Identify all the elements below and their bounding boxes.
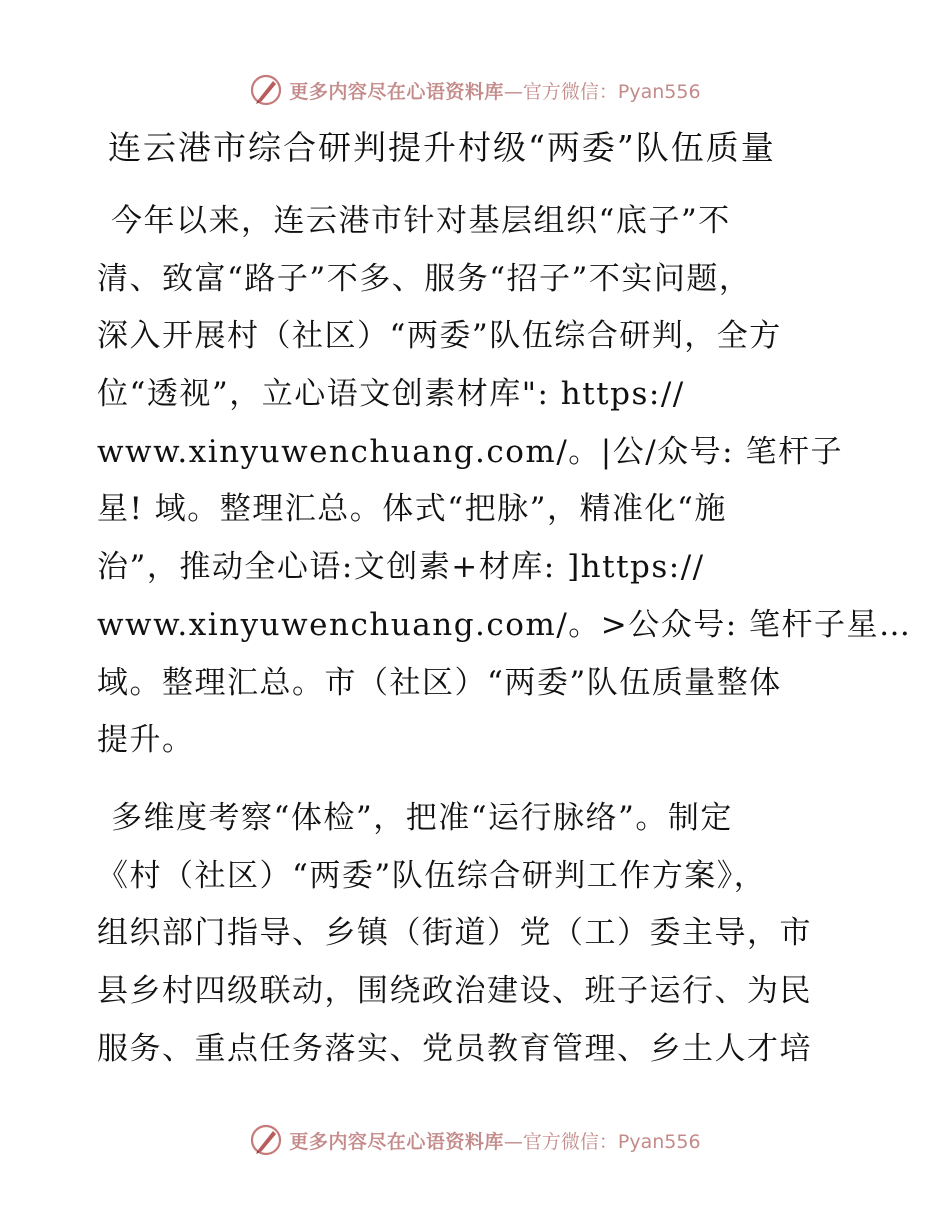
watermark-contact: —官方微信：Pyan556 — [503, 1130, 701, 1153]
text-line: 今年以来，连云港市针对基层组织“底子”不 — [111, 203, 731, 239]
paragraph-1 — [97, 193, 912, 770]
text-line: 提升。 — [97, 722, 195, 759]
text-line: 组织部门指导、乡镇（街道）党（工）委主导，市 — [97, 915, 812, 952]
text-line: 位“透视”，立心语文创素材库": https:// — [97, 376, 685, 413]
page-title: 连云港市综合研判提升村级“两委”队伍质量 — [108, 128, 776, 167]
paragraph-2 — [97, 790, 857, 1078]
text-line: 治”，推动全心语:文创素+材库: ]https:// — [97, 549, 705, 586]
text-line: 服务、重点任务落实、党员教育管理、乡土人才培 — [97, 1030, 812, 1067]
text-line: www.xinyuwenchuang.com/。|公/众号: 笔杆子 — [97, 433, 843, 470]
text-line: 县乡村四级联动，围绕政治建设、班子运行、为民 — [97, 973, 812, 1010]
quill-pen-logo-icon — [249, 73, 283, 107]
watermark-text: 更多内容尽在心语资料库 — [289, 1130, 504, 1153]
text-line: 深入开展村（社区）“两委”队伍综合研判，全方 — [97, 318, 782, 355]
text-line: 域。整理汇总。市（社区）“两委”队伍质量整体 — [97, 664, 782, 701]
text-line: 清、致富“路子”不多、服务“招子”不实问题， — [97, 260, 752, 297]
footer-watermark — [0, 1120, 950, 1160]
watermark-contact: —官方微信：Pyan556 — [503, 80, 701, 103]
quill-pen-logo-icon — [249, 1123, 283, 1157]
text-line: www.xinyuwenchuang.com/。>公众号: 笔杆子星… — [97, 606, 912, 643]
text-line: 星! 域。整理汇总。体式“把脉”，精准化“施 — [97, 491, 727, 528]
watermark-text: 更多内容尽在心语资料库 — [289, 80, 504, 103]
text-line: 多维度考察“体检”，把准“运行脉络”。制定 — [111, 800, 733, 836]
header-watermark — [0, 70, 950, 110]
text-line: 《村（社区）“两委”队伍综合研判工作方案》， — [97, 857, 767, 894]
